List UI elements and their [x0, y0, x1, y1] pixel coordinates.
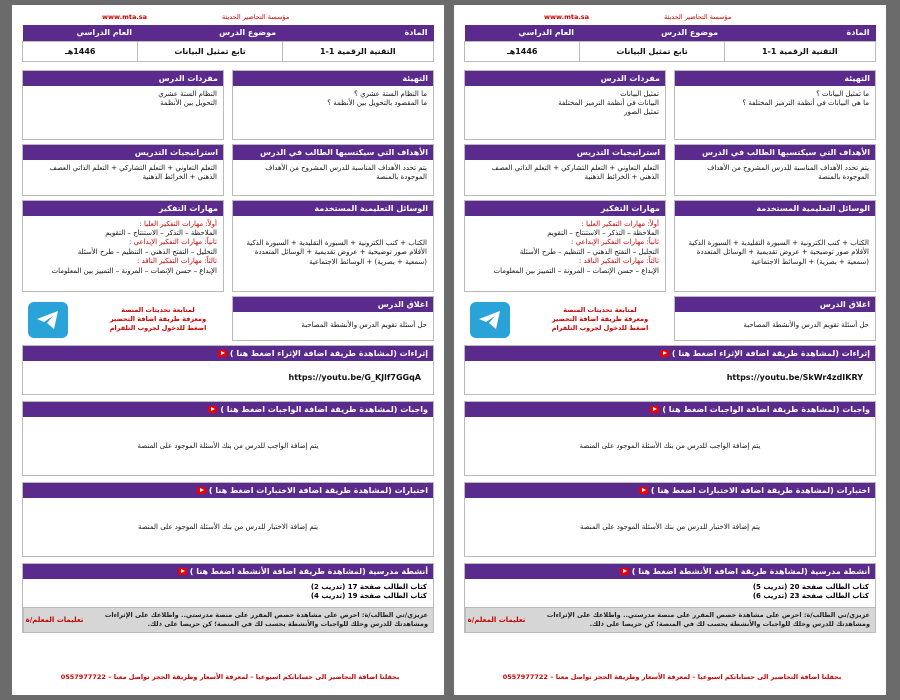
skills-text-2: التحليل – التفتح الذهني – التنظيم – طرح الأسئلة [519, 247, 659, 256]
activity-item: كتاب الطالب صفحة 23 (تدريب 6) [752, 592, 869, 601]
activities-title[interactable]: أنشطة مدرسية (لمشاهدة طريقة اضافة الأنشطة اضغط هنا ) [189, 566, 428, 576]
aids-box [674, 200, 876, 292]
vocab-title: مفردات الدرس [23, 71, 223, 86]
aids-title: الوسائل التعليمية المستخدمة [233, 201, 433, 216]
year-header: العام الدراسي [23, 25, 138, 41]
topic-value: تابع تمثيل البيانات [580, 41, 724, 61]
tests-section [22, 482, 434, 557]
skills-title: مهارات التفكير [465, 201, 665, 216]
year-value: 1446هـ [465, 41, 580, 61]
goals-title: الأهداف التي سيكتسبها الطالب في الدرس [675, 145, 875, 160]
enrichment-title[interactable]: إثراءات (لمشاهدة طريقة اضافة الإثراء اضغط هنا ) [229, 348, 428, 358]
warmup-item: ما النظام الستة عشري ؟ [354, 89, 427, 98]
tests-title[interactable]: اختبارات (لمشاهدة طريقة اضافة الاختبارات اضغط هنا ) [650, 485, 870, 495]
vocab-title: مفردات الدرس [465, 71, 665, 86]
tests-section [464, 482, 876, 557]
closing-text: حل أسئلة تقويم الدرس والأنشطة المصاحبة [301, 320, 427, 329]
warmup-box [232, 70, 434, 140]
skills-label-3: ثالثاً: مهارات التفكير الناقد : [578, 257, 659, 266]
strategies-title: استراتيجيات التدريس [23, 145, 223, 160]
skills-text-1: الملاحظة – التذكر – الاستنتاج – التقويم [105, 228, 217, 237]
activity-item: كتاب الطالب صفحة 19 (تدريب 4) [310, 592, 427, 601]
subject-header: المادة [724, 25, 875, 41]
skills-text-1: الملاحظة – التذكر – الاستنتاج – التقويم [547, 228, 659, 237]
activities-section [22, 563, 434, 633]
closing-title: اغلاق الدرس [675, 297, 875, 312]
homework-section [22, 401, 434, 476]
subject-value: التقنية الرقمية 1-1 [724, 41, 875, 61]
skills-text-3: الإبداع – حسن الإنصات – المرونة – التمييز بين المعلومات [493, 266, 659, 275]
aids-text: الكتاب + كتب الكترونية + السبورة التقليدية + السبورة الذكية الأقلام صور توضيحية + عروض تقديمية + الوسائل المتعددة (سمعية + بصرية) + الوسائط الاجتماعية [246, 238, 427, 266]
goals-text: يتم تحدد الأهداف المناسبة للدرس المشروح من الأهداف الموجودة بالمنصة [265, 163, 427, 181]
page-header [464, 11, 876, 25]
promo-line-2: ومعرفة طريقة اضافة التحضير [551, 314, 649, 323]
page-header [22, 11, 434, 25]
year-value: 1446هـ [23, 41, 138, 61]
enrichment-link[interactable]: https://youtu.be/G_KJlf7GGqA [288, 372, 421, 382]
warmup-title: التهيئة [233, 71, 433, 86]
vocab-item: التحويل بين الأنظمة [160, 98, 217, 107]
homework-text: يتم إضافة الواجب للدرس من بنك الأسئلة الموجود على المنصة [137, 441, 319, 450]
homework-section [464, 401, 876, 476]
footer-phone[interactable]: 0557977722 [60, 673, 106, 681]
activities-title[interactable]: أنشطة مدرسية (لمشاهدة طريقة اضافة الأنشطة اضغط هنا ) [631, 566, 870, 576]
strategies-text: التعلم التعاوني + التعلم التشاركي + التعلم الذاتي العصف الذهني + الخرائط الذهنية [491, 163, 659, 181]
homework-text: يتم إضافة الواجب للدرس من بنك الأسئلة الموجود على المنصة [579, 441, 761, 450]
aids-box [232, 200, 434, 292]
teacher-notes [465, 607, 875, 632]
lesson-info-table [22, 25, 434, 62]
enrichment-title[interactable]: إثراءات (لمشاهدة طريقة اضافة الإثراء اضغط هنا ) [671, 348, 870, 358]
site-url[interactable]: www.mta.sa [102, 13, 148, 21]
warmup-item: ما تمثيل البيانات ؟ [816, 89, 869, 98]
notes-text: عزيزي/تي الطالب/ة: احرص على مشاهدة حصص المقرر على منصة مدرستي.. واطلاعك على الإثراءات ومشاهدتك للدرس وحلك للواجبات والأنشطة يحسب لك في المنصة؛ كن حريصا على ذلك. [104, 610, 428, 628]
skills-label-1: أولاً: مهارات التفكير العليا : [139, 219, 217, 228]
homework-title[interactable]: واجبات (لمشاهدة طريقة اضافة الواجبات اضغط هنا ) [220, 404, 428, 414]
teacher-notes [23, 607, 433, 632]
strategies-box [464, 144, 666, 196]
skills-box [22, 200, 224, 292]
vocab-box [22, 70, 224, 140]
subject-header: المادة [282, 25, 433, 41]
youtube-icon[interactable] [178, 568, 187, 575]
warmup-item: ما هي البيانات في أنظمة الترميز المختلفة ؟ [742, 98, 869, 107]
footer-text: بحقلنا اضافة التحاضير الى حساباتكم اسبوعيا – لمعرفة الأسعار وطريقة الحجز تواصل معنا – [108, 673, 400, 681]
page-footer [12, 673, 444, 681]
vocab-box [464, 70, 666, 140]
skills-label-2: ثانياً: مهارات التفكير الإبداعي : [128, 238, 217, 247]
lesson-info-table [464, 25, 876, 62]
youtube-icon[interactable] [218, 350, 227, 357]
goals-box [674, 144, 876, 196]
warmup-item: ما المقصود بالتحويل بين الأنظمة ؟ [327, 98, 427, 107]
year-header: العام الدراسي [465, 25, 580, 41]
promo-line-1: لمتابعة تحديثات المنصة [563, 305, 637, 314]
enrichment-link[interactable]: https://youtu.be/SkWr4zdIKRY [726, 372, 863, 382]
closing-box [674, 296, 876, 341]
subject-value: التقنية الرقمية 1-1 [282, 41, 433, 61]
skills-label-1: أولاً: مهارات التفكير العليا : [581, 219, 659, 228]
youtube-icon[interactable] [660, 350, 669, 357]
topic-header: موضوع الدرس [138, 25, 282, 41]
activity-item: كتاب الطالب صفحة 20 (تدريب 5) [752, 582, 869, 591]
closing-title: اغلاق الدرس [233, 297, 433, 312]
enrichment-section [464, 345, 876, 395]
notes-label: تعليمات المعلم/ة [23, 608, 85, 632]
closing-box [232, 296, 434, 341]
strategies-box [22, 144, 224, 196]
promo-line-3: اضغط للدخول لجروب التلقرام [551, 324, 649, 333]
skills-title: مهارات التفكير [23, 201, 223, 216]
telegram-icon[interactable] [470, 302, 510, 338]
lesson-plan-page-2 [454, 5, 886, 695]
page-footer [454, 673, 886, 681]
site-url[interactable]: www.mta.sa [544, 13, 590, 21]
notes-text: عزيزي/تي الطالب/ة: احرص على مشاهدة حصص المقرر على منصة مدرستي.. واطلاعك على الإثراءات ومشاهدتك للدرس وحلك للواجبات والأنشطة يحسب لك في المنصة؛ كن حريصا على ذلك. [546, 610, 870, 628]
telegram-promo[interactable] [464, 296, 666, 344]
youtube-icon[interactable] [620, 568, 629, 575]
topic-value: تابع تمثيل البيانات [138, 41, 282, 61]
telegram-icon[interactable] [28, 302, 68, 338]
goals-title: الأهداف التي سيكتسبها الطالب في الدرس [233, 145, 433, 160]
strategies-title: استراتيجيات التدريس [465, 145, 665, 160]
youtube-icon[interactable] [208, 406, 217, 413]
youtube-icon[interactable] [639, 487, 648, 494]
closing-text: حل أسئلة تقويم الدرس والأنشطة المصاحبة [743, 320, 869, 329]
org-name: مؤسسة التحاضير الحديثة [664, 13, 732, 21]
homework-title[interactable]: واجبات (لمشاهدة طريقة اضافة الواجبات اضغط هنا ) [662, 404, 870, 414]
activity-item: كتاب الطالب صفحة 17 (تدريب 2) [310, 582, 427, 591]
org-name: مؤسسة التحاضير الحديثة [222, 13, 290, 21]
vocab-item: تمثيل البيانات [620, 89, 659, 98]
vocab-item: البيانات في أنظمة الترميز المختلفة [558, 98, 659, 107]
youtube-icon[interactable] [650, 406, 659, 413]
goals-text: يتم تحدد الأهداف المناسبة للدرس المشروح من الأهداف الموجودة بالمنصة [707, 163, 869, 181]
warmup-title: التهيئة [675, 71, 875, 86]
vocab-item: النظام الستة عشري [158, 89, 217, 98]
promo-line-1: لمتابعة تحديثات المنصة [121, 305, 195, 314]
telegram-promo[interactable] [22, 296, 224, 344]
strategies-text: التعلم التعاوني + التعلم التشاركي + التعلم الذاتي العصف الذهني + الخرائط الذهنية [49, 163, 217, 181]
enrichment-section [22, 345, 434, 395]
notes-label: تعليمات المعلم/ة [465, 608, 527, 632]
skills-text-3: الإبداع – حسن الإنصات – المرونة – التمييز بين المعلومات [51, 266, 217, 275]
skills-label-2: ثانياً: مهارات التفكير الإبداعي : [570, 238, 659, 247]
tests-text: يتم إضافة الاختبار للدرس من بنك الأسئلة الموجود على المنصة [579, 522, 761, 531]
aids-text: الكتاب + كتب الكترونية + السبورة التقليدية + السبورة الذكية الأقلام صور توضيحية + عروض تقديمية + الوسائل المتعددة (سمعية + بصرية) + الوسائط الاجتماعية [688, 238, 869, 266]
footer-text: بحقلنا اضافة التحاضير الى حساباتكم اسبوعيا – لمعرفة الأسعار وطريقة الحجز تواصل معنا – [550, 673, 842, 681]
youtube-icon[interactable] [197, 487, 206, 494]
promo-line-2: ومعرفة طريقة اضافة التحضير [109, 314, 207, 323]
promo-line-3: اضغط للدخول لجروب التلقرام [109, 324, 207, 333]
skills-box [464, 200, 666, 292]
goals-box [232, 144, 434, 196]
skills-label-3: ثالثاً: مهارات التفكير الناقد : [136, 257, 217, 266]
aids-title: الوسائل التعليمية المستخدمة [675, 201, 875, 216]
activities-section [464, 563, 876, 633]
warmup-box [674, 70, 876, 140]
tests-text: يتم إضافة الاختبار للدرس من بنك الأسئلة الموجود على المنصة [137, 522, 319, 531]
topic-header: موضوع الدرس [580, 25, 724, 41]
footer-phone[interactable]: 0557977722 [502, 673, 548, 681]
vocab-item: تمثيل الصور [624, 108, 659, 117]
tests-title[interactable]: اختبارات (لمشاهدة طريقة اضافة الاختبارات اضغط هنا ) [208, 485, 428, 495]
skills-text-2: التحليل – التفتح الذهني – التنظيم – طرح الأسئلة [77, 247, 217, 256]
lesson-plan-page-1 [12, 5, 444, 695]
